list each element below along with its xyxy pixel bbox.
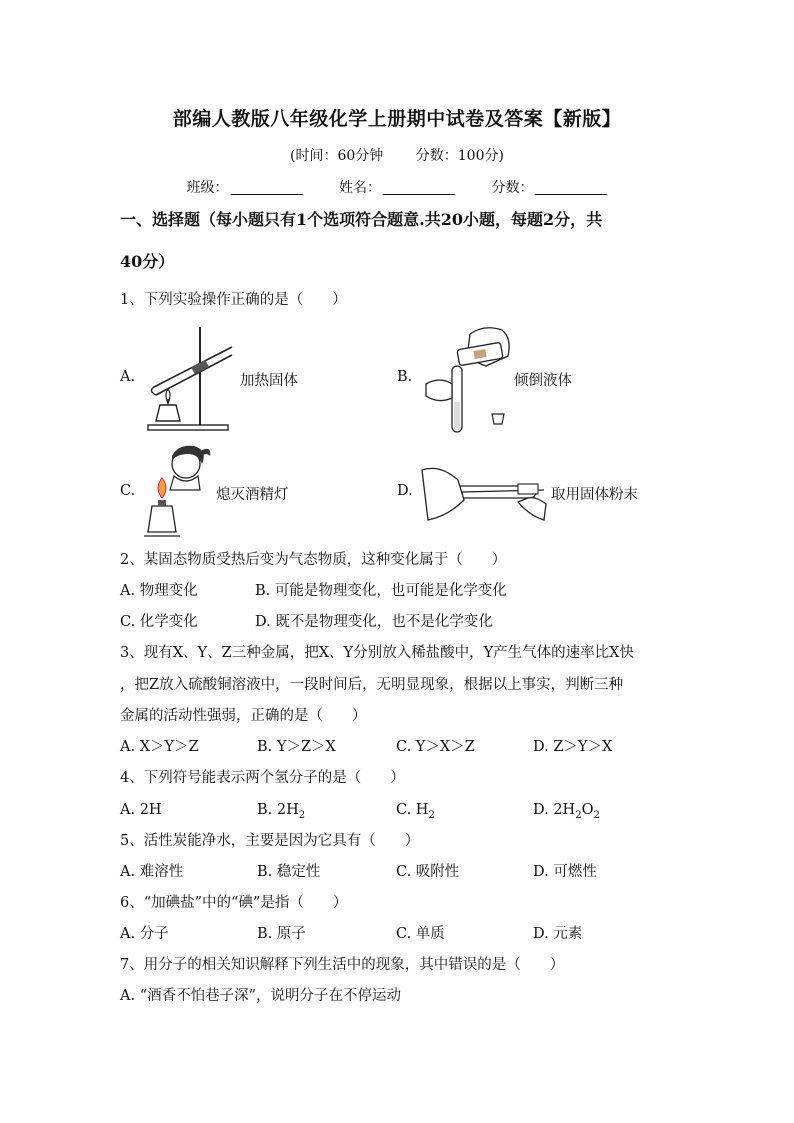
q1-option-a-text: 加热固体 xyxy=(240,373,298,389)
question-6-stem: 6、“加碘盐”中的“碘”是指（ ） xyxy=(120,895,348,911)
powder-test-tube-illustration xyxy=(418,460,548,528)
exam-meta xyxy=(0,145,794,165)
exam-score: 分数：100分) xyxy=(415,148,504,164)
q1-option-d-text: 取用固体粉末 xyxy=(551,487,638,503)
points-field xyxy=(491,177,607,197)
page-title: 部编人教版八年级化学上册期中试卷及答案【新版】 xyxy=(172,108,622,130)
class-label: 班级： xyxy=(186,180,229,196)
question-2-stem: 2、某固态物质受热后变为气态物质，这种变化属于（ ） xyxy=(120,552,507,568)
q2-option-b: B. 可能是物理变化，也可能是化学变化 xyxy=(255,583,507,599)
question-3-line1: 3、现有X、Y、Z三种金属，把X、Y分别放入稀盐酸中，Y产生气体的速率比X快 xyxy=(120,645,634,661)
heating-apparatus-illustration xyxy=(140,325,235,433)
q1-option-d-letter: D. xyxy=(397,483,413,499)
question-1-stem: 1、下列实验操作正确的是（ ） xyxy=(120,292,347,308)
question-7-stem: 7、用分子的相关知识解释下列生活中的现象，其中错误的是（ ） xyxy=(120,957,565,973)
name-field xyxy=(339,177,455,197)
q4-b-formula: B. 2H xyxy=(257,802,299,818)
q3-option-b: B. Y＞Z＞X xyxy=(257,739,336,755)
question-3-line3: 金属的活动性强弱，正确的是（ ） xyxy=(120,708,367,724)
q6-option-d: D. 元素 xyxy=(533,926,583,942)
name-blank[interactable] xyxy=(383,180,455,195)
student-info xyxy=(0,177,794,197)
class-blank[interactable] xyxy=(231,180,303,195)
q1-option-b-text: 倾倒液体 xyxy=(514,373,572,389)
pouring-liquid-illustration xyxy=(420,322,515,434)
q3-option-d: D. Z＞Y＞X xyxy=(533,739,613,755)
q1-option-c-text: 熄灭酒精灯 xyxy=(216,487,289,503)
q4-c-formula: C. H xyxy=(396,802,429,818)
q7-option-a: A. “酒香不怕巷子深”，说明分子在不停运动 xyxy=(120,988,402,1004)
q4-d-formula: D. 2H xyxy=(533,802,576,818)
q1-option-b-letter: B. xyxy=(397,369,413,385)
q4-d-formula-mid: O xyxy=(581,802,594,818)
q4-option-c xyxy=(396,800,435,826)
q5-option-b: B. 稳定性 xyxy=(257,864,321,880)
q6-option-a: A. 分子 xyxy=(120,926,169,942)
q1-option-c-letter: C. xyxy=(120,483,136,499)
q2-option-a: A. 物理变化 xyxy=(120,583,198,599)
q1-option-a-letter: A. xyxy=(120,369,136,385)
section-heading-line1: 一、选择题（每小题只有1个选项符合题意.共20小题，每题2分，共 xyxy=(120,210,603,229)
q5-option-d: D. 可燃性 xyxy=(533,864,597,880)
q2-option-c: C. 化学变化 xyxy=(120,614,198,630)
q4-b-subscript: 2 xyxy=(298,809,306,821)
q2-option-d: D. 既不是物理变化，也不是化学变化 xyxy=(255,614,493,630)
q4-option-b xyxy=(257,800,305,826)
question-4-stem: 4、下列符号能表示两个氢分子的是（ ） xyxy=(120,770,405,786)
blowing-out-lamp-illustration xyxy=(140,442,215,542)
q4-c-subscript: 2 xyxy=(428,809,435,821)
points-label: 分数： xyxy=(491,180,534,196)
class-field xyxy=(187,177,303,197)
q4-option-d xyxy=(533,800,600,826)
q6-option-c: C. 单质 xyxy=(396,926,445,942)
q3-option-c: C. Y＞X＞Z xyxy=(396,739,475,755)
q5-option-c: C. 吸附性 xyxy=(396,864,460,880)
question-3-line2: ，把Z放入硫酸铜溶液中，一段时间后，无明显现象，根据以上事实，判断三种 xyxy=(120,677,624,693)
q4-option-a: A. 2H xyxy=(120,802,162,818)
q5-option-a: A. 难溶性 xyxy=(120,864,184,880)
question-5-stem: 5、活性炭能净水，主要是因为它具有（ ） xyxy=(120,833,420,849)
exam-time: (时间：60分钟 xyxy=(290,148,384,164)
q3-option-a: A. X＞Y＞Z xyxy=(120,739,199,755)
q6-option-b: B. 原子 xyxy=(257,926,306,942)
q4-d-subscript-1: 2 xyxy=(575,809,582,821)
points-blank[interactable] xyxy=(535,180,607,195)
name-label: 姓名： xyxy=(339,180,381,196)
section-heading-line2: 40分） xyxy=(120,252,175,271)
q4-d-subscript-2: 2 xyxy=(593,809,600,821)
section-heading xyxy=(120,200,680,282)
